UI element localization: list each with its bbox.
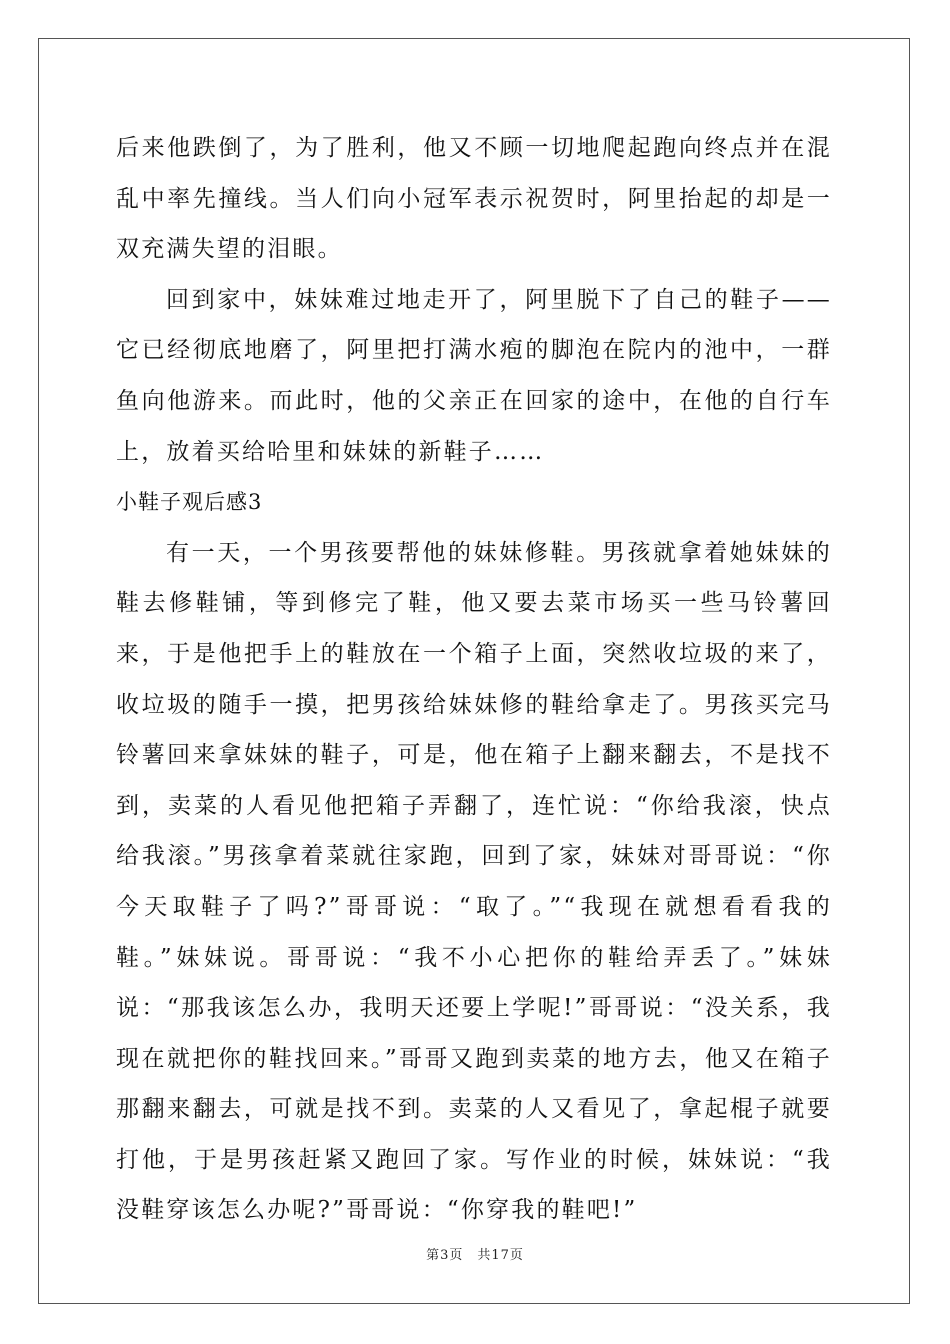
current-page-label: 第3页 [426,1248,464,1263]
paragraph-section-body: 有一天，一个男孩要帮他的妹妹修鞋。男孩就拿着她妹妹的鞋去修鞋铺，等到修完了鞋，他又要去菜市场买一些马铃薯回来，于是他把手上的鞋放在一个箱子上面，突然收垃圾的来了，收垃圾的随手一摸，把男孩给妹妹修的鞋给拿走了。男孩买完马铃薯回来拿妹妹的鞋子，可是，他在箱子上翻来翻去，不是找不到，卖菜的人看见他把箱子弄翻了，连忙说：“你给我滚，快点给我滚。”男孩拿着菜就往家跑，回到了家，妹妹对哥哥说：“你今天取鞋子了吗?”哥哥说：“取了。”“我现在就想看看我的鞋。”妹妹说。哥哥说：“我不小心把你的鞋给弄丢了。”妹妹说：“那我该怎么办，我明天还要上学呢!”哥哥说：“没关系，我现在就把你的鞋找回来。”哥哥又跑到卖菜的地方去，他又在箱子那翻来翻去，可就是找不到。卖菜的人又看见了，拿起棍子就要打他，于是男孩赶紧又跑回了家。写作业的时候，妹妹说：“我没鞋穿该怎么办呢?”哥哥说：“你穿我的鞋吧!” [116,539,832,1224]
section-heading: 小鞋子观后感3 [116,490,263,515]
document-body [116,123,832,1236]
page-footer [0,1244,950,1263]
paragraph-continued: 后来他跌倒了，为了胜利，他又不顾一切地爬起跑向终点并在混乱中率先撞线。当人们向小冠军表示祝贺时，阿里抬起的却是一双充满失望的泪眼。 [116,135,832,263]
paragraph-return-home: 回到家中，妹妹难过地走开了，阿里脱下了自己的鞋子——它已经彻底地磨了，阿里把打满水疱的脚泡在院内的池中，一群鱼向他游来。而此时，他的父亲正在回家的途中，在他的自行车上，放着买给哈里和妹妹的新鞋子…… [116,286,832,465]
total-pages-label: 共17页 [477,1248,524,1263]
